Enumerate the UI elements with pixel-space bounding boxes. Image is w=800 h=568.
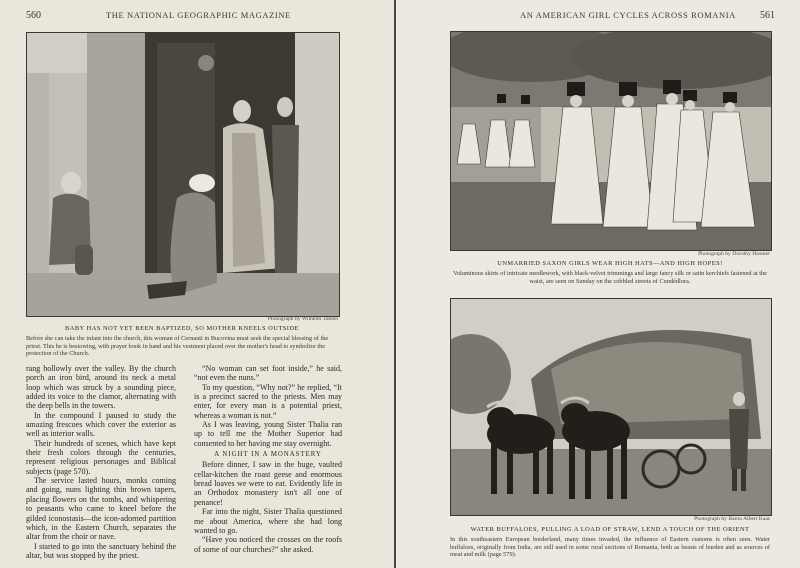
text-column-1 bbox=[26, 364, 176, 560]
paragraph: As I was leaving, young Sister Thalia ran up to tell me the Mother Superior had consented to her having me stay overnight. bbox=[194, 420, 342, 448]
page-number-right: 561 bbox=[760, 10, 775, 21]
paragraph: Far into the night, Sister Thalia questioned me about America, where she had long wanted to go. bbox=[194, 507, 342, 535]
photo-credit-left: Photograph by Wilhelm Tobien bbox=[267, 316, 338, 322]
paragraph: To my question, “Why not?” he replied, “It is a precinct sacred to the priests. Men may enter, for every man is a potential priest, whereas a woman is not.” bbox=[194, 382, 342, 420]
water-buffaloes-illustration bbox=[451, 299, 771, 515]
caption-body-left: Before she can take the infant into the church, this woman of Cernauti in Bucovina must seek the special blessing of the priest. This he is bestowing, with prayer book in hand and his vestment placed over the mother's head to symbolize the protection of the Church. bbox=[26, 335, 329, 358]
photo-credit-1: Photograph by Dorothy Hosmer bbox=[698, 251, 770, 257]
running-head-left: THE NATIONAL GEOGRAPHIC MAGAZINE bbox=[106, 10, 291, 20]
paragraph: Before dinner, I saw in the huge, vaulted cellar-kitchen the roast geese and enormous bread loaves we were to eat. Evidently life in an Orthodox monastery isn't all one of penance! bbox=[194, 460, 342, 507]
caption-body-2: In this southeastern European borderland, many times invaded, the influence of Eastern customs is often seen. Water buffaloes, originally from India, are still used in some rural sections of Romania, both as beasts of burden and as sources of meat and milk (page 579). bbox=[450, 536, 770, 559]
caption-title-left: BABY HAS NOT YET BEEN BAPTIZED, SO MOTHER KNEELS OUTSIDE bbox=[65, 325, 299, 332]
caption-title-1: UNMARRIED SAXON GIRLS WEAR HIGH HATS—AND HIGH HOPES! bbox=[497, 260, 723, 267]
paragraph: In the compound I paused to study the amazing frescoes which cover the exterior as well as interior walls. bbox=[26, 410, 176, 439]
paragraph: rang hollowly over the valley. By the church porch an iron bird, around its neck a metal loop which was struck by a sounding piece, added its voice to the clamor, alternating with the deep bells in the towers. bbox=[26, 364, 176, 411]
left-page bbox=[0, 0, 395, 568]
saxon-girls-photo bbox=[450, 31, 772, 251]
caption-body-1: Voluminous skirts of intricate needlework, with black-velvet trimmings and large fancy silk or satin kerchiefs fastened at the waist, are seen on Sunday on the cobbled streets of Cundédlora. bbox=[453, 270, 767, 285]
right-page bbox=[396, 0, 800, 568]
running-head-right: AN AMERICAN GIRL CYCLES ACROSS ROMANIA bbox=[520, 10, 736, 20]
water-buffaloes-photo bbox=[450, 298, 772, 516]
section-subheading: A NIGHT IN A MONASTERY bbox=[214, 451, 322, 459]
paragraph: “No woman can set foot inside,” he said, “not even the nuns.” bbox=[194, 364, 342, 383]
paragraph: Their hundreds of scenes, which have kept their fresh colors through the centuries, represent religious personages and Biblical subjects (page 570). bbox=[26, 438, 176, 476]
church-baptism-photo bbox=[26, 32, 340, 317]
paragraph: I started to go into the sanctuary behind the altar, but was stopped by the priest. bbox=[26, 541, 176, 560]
church-baptism-illustration bbox=[27, 33, 339, 316]
text-column-2 bbox=[194, 364, 342, 554]
paragraph: The service lasted hours, monks coming and going, nuns lighting thin brown tapers, placing flowers on the tombs, and whispering to peasants who came to kneel before the gilded iconostasis—the icon-adorned partition which, in the Eastern Church, separates the altar from the choir or nave. bbox=[26, 476, 176, 542]
caption-title-2: WATER BUFFALOES, PULLING A LOAD OF STRAW, LEND A TOUCH OF THE ORIENT bbox=[470, 526, 750, 533]
paragraph: “Have you noticed the crosses on the roofs of some of our churches?” she asked. bbox=[194, 535, 342, 554]
page-number-left: 560 bbox=[26, 10, 41, 21]
photo-credit-2: Photograph by Baron Albert Kaas bbox=[694, 516, 770, 522]
saxon-girls-illustration bbox=[451, 32, 771, 250]
